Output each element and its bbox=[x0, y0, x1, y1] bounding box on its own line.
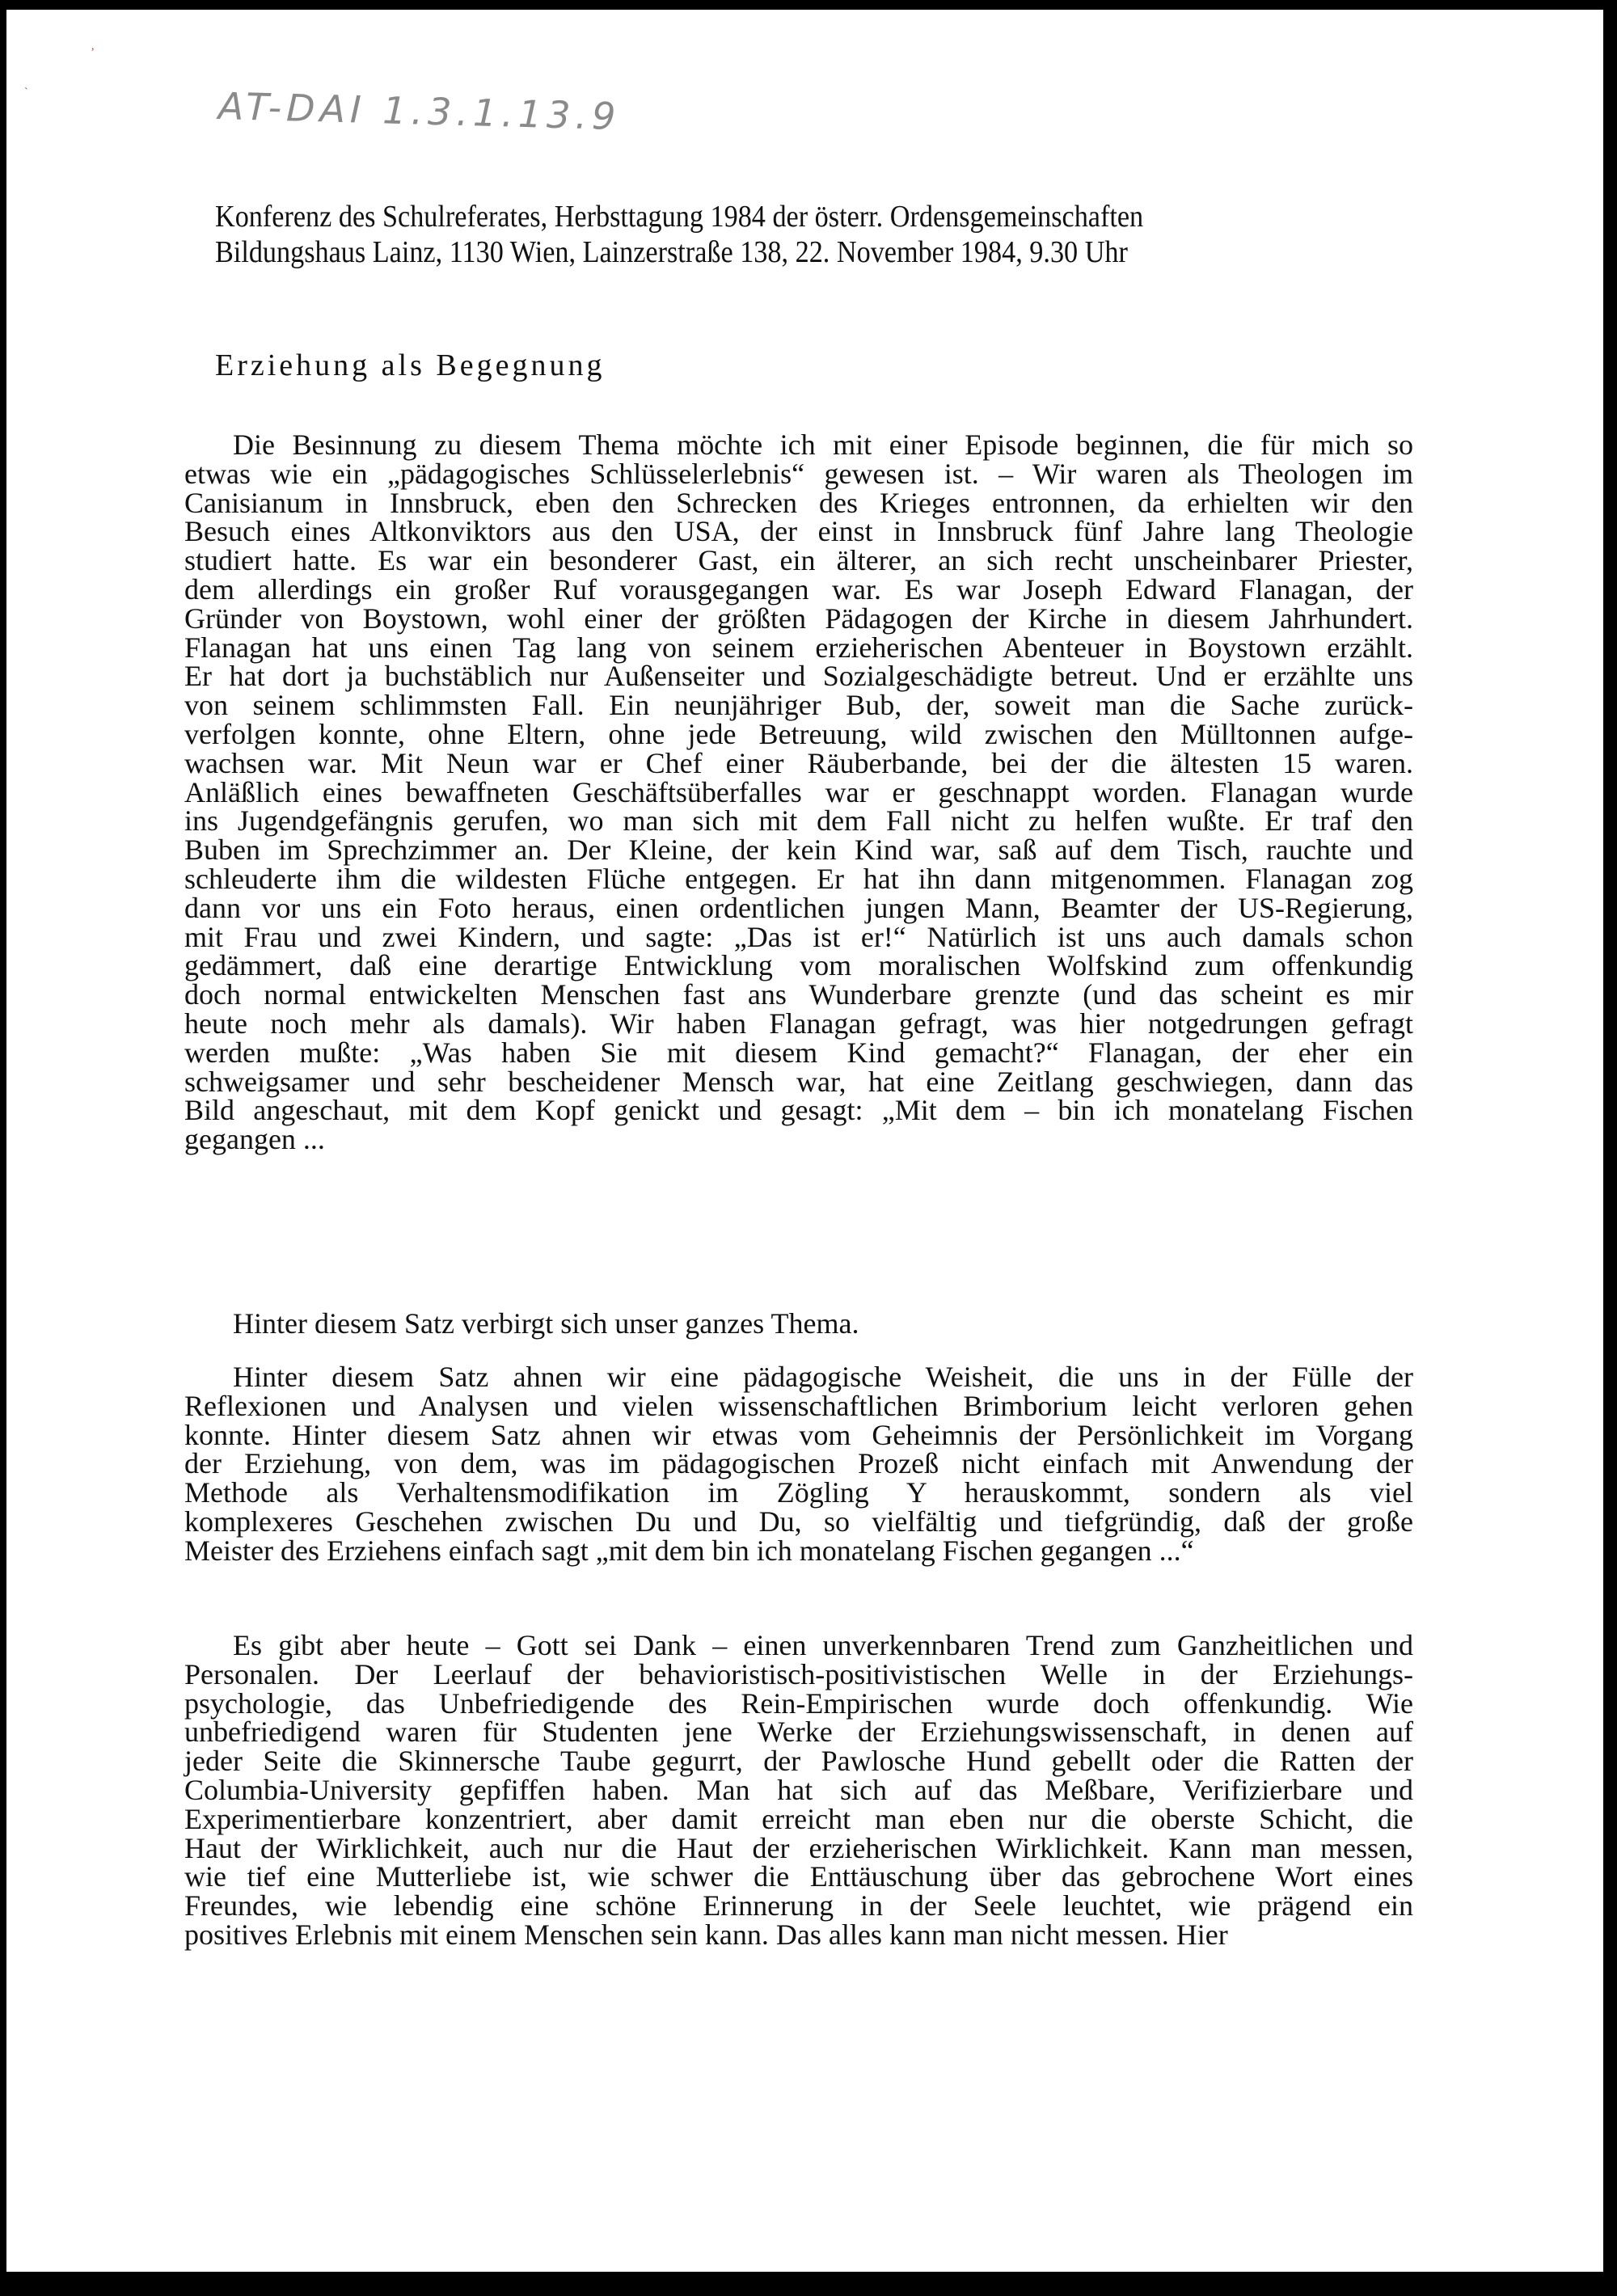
paragraph-1-line: ins Jugendgefängnis gerufen, wo man sich mit dem Fall nicht zu helfen wußte. Er traf den bbox=[184, 804, 1413, 838]
paragraph-4-line: wie tief eine Mutterliebe ist, wie schwer die Enttäuschung über das gebrochene Wort eines bbox=[184, 1860, 1413, 1893]
paragraph-1-line: Buben im Sprechzimmer an. Der Kleine, der kein Kind war, saß auf dem Tisch, rauchte und bbox=[184, 834, 1413, 867]
paragraph-1-line: werden mußte: „Was haben Sie mit diesem Kind gemacht?“ Flanagan, der eher ein bbox=[184, 1036, 1413, 1069]
paragraph-3-line: Reflexionen und Analysen und vielen wissenschaftlichen Brimborium leicht verloren gehen bbox=[184, 1389, 1413, 1422]
paragraph-1-line: Bild angeschaut, mit dem Kopf genickt und gesagt: „Mit dem – bin ich monatelang Fischen bbox=[184, 1094, 1413, 1127]
paragraph-4-line: Experimentierbare konzentriert, aber damit erreicht man eben nur die oberste Schicht, die bbox=[184, 1802, 1413, 1835]
document-title: Erziehung als Begegnung bbox=[215, 348, 606, 382]
paragraph-2-line: Hinter diesem Satz verbirgt sich unser ganzes Thema. bbox=[233, 1307, 859, 1340]
paragraph-1-line: studiert hatte. Es war ein besonderer Gast, ein älterer, an sich recht unscheinbarer Priester, bbox=[184, 544, 1413, 577]
paragraph-1-line: verfolgen konnte, ohne Eltern, ohne jede Betreuung, wild zwischen den Mülltonnen aufge- bbox=[184, 718, 1413, 750]
paragraph-1-line: Anläßlich eines bewaffneten Geschäftsüberfalles war er geschnappt worden. Flanagan wurde bbox=[184, 775, 1413, 808]
paragraph-3-line: komplexeres Geschehen zwischen Du und Du, so vielfältig und tiefgründig, daß der große bbox=[184, 1505, 1413, 1538]
paragraph-4-line: Freundes, wie lebendig eine schöne Erinnerung in der Seele leuchtet, wie prägend ein bbox=[184, 1889, 1413, 1922]
paragraph-1-line: schleuderte ihm die wildesten Flüche entgegen. Er hat ihn dann mitgenommen. Flanagan zog bbox=[184, 863, 1413, 895]
archive-reference-handwritten: AT-DAI 1.3.1.13.9 bbox=[217, 84, 621, 139]
paragraph-1-line: von seinem schlimmsten Fall. Ein neunjähriger Bub, der, soweit man die Sache zurück- bbox=[184, 689, 1413, 722]
conference-header-line-2: Bildungshaus Lainz, 1130 Wien, Lainzerstraße 138, 22. November 1984, 9.30 Uhr bbox=[215, 235, 1128, 269]
paragraph-1-line: Besuch eines Altkonviktors aus den USA, der einst in Innsbruck fünf Jahre lang Theologie bbox=[184, 515, 1413, 548]
paragraph-1-line: dem allerdings ein großer Ruf vorausgegangen war. Es war Joseph Edward Flanagan, der bbox=[184, 573, 1413, 606]
paragraph-1-line: gegangen ... bbox=[184, 1123, 325, 1156]
paragraph-1-line: heute noch mehr als damals). Wir haben Flanagan gefragt, was hier notgedrungen gefragt bbox=[184, 1007, 1413, 1040]
paragraph-1-line: etwas wie ein „pädagogisches Schlüsselerlebnis“ gewesen ist. – Wir waren als Theologen im bbox=[184, 457, 1413, 490]
paragraph-1-line: doch normal entwickelten Menschen fast ans Wunderbare grenzte (und das scheint es mir bbox=[184, 978, 1413, 1011]
paragraph-1-line: gedämmert, daß eine derartige Entwicklung vom moralischen Wolfskind zum offenkundig bbox=[184, 949, 1413, 982]
scanned-page bbox=[6, 10, 1603, 2272]
paragraph-4-line: positives Erlebnis mit einem Menschen sein kann. Das alles kann man nicht messen. Hier bbox=[184, 1918, 1228, 1951]
paragraph-4-line: unbefriedigend waren für Studenten jene Werke der Erziehungswissenschaft, in denen auf bbox=[184, 1716, 1413, 1749]
paragraph-4-line: Personalen. Der Leerlauf der behavioristisch-positivistischen Welle in der Erziehungs- bbox=[184, 1657, 1413, 1690]
paragraph-3-line: Meister des Erziehens einfach sagt „mit dem bin ich monatelang Fischen gegangen ...“ bbox=[184, 1534, 1194, 1567]
paragraph-3-line: konnte. Hinter diesem Satz ahnen wir etwas vom Geheimnis der Persönlichkeit im Vorgang bbox=[184, 1418, 1413, 1451]
paragraph-1-line: wachsen war. Mit Neun war er Chef einer Räuberbande, bei der die ältesten 15 waren. bbox=[184, 746, 1413, 779]
paragraph-3-line: der Erziehung, von dem, was im pädagogischen Prozeß nicht einfach mit Anwendung der bbox=[184, 1447, 1413, 1480]
paragraph-1-line: Die Besinnung zu diesem Thema möchte ich mit einer Episode beginnen, die für mich so bbox=[233, 428, 1413, 461]
paragraph-1-line: Canisianum in Innsbruck, eben den Schrecken des Krieges entronnen, da erhielten wir den bbox=[184, 486, 1413, 519]
paragraph-1-line: Flanagan hat uns einen Tag lang von seinem erzieherischen Abenteuer in Boystown erzählt. bbox=[184, 631, 1413, 664]
paragraph-1-line: Gründer von Boystown, wohl einer der größten Pädagogen der Kirche in diesem Jahrhundert. bbox=[184, 601, 1413, 635]
conference-header-line-1: Konferenz des Schulreferates, Herbsttagung 1984 der österr. Ordensgemeinschaften bbox=[215, 200, 1144, 234]
paragraph-3-line: Hinter diesem Satz ahnen wir eine pädagogische Weisheit, die uns in der Fülle der bbox=[233, 1361, 1413, 1393]
paragraph-3-line: Methode als Verhaltensmodifikation im Zögling Y herauskommt, sondern als viel bbox=[184, 1476, 1413, 1509]
paragraph-4-line: jeder Seite die Skinnersche Taube gegurrt, der Pawlosche Hund gebellt oder die Ratten der bbox=[184, 1745, 1413, 1778]
paragraph-1-line: mit Frau und zwei Kindern, und sagte: „Das ist er!“ Natürlich ist uns auch damals schon bbox=[184, 920, 1413, 953]
paragraph-4-line: psychologie, das Unbefriedigende des Rein-Empirischen wurde doch offenkundig. Wie bbox=[184, 1686, 1413, 1720]
paragraph-4-line: Haut der Wirklichkeit, auch nur die Haut der erzieherischen Wirklichkeit. Kann man messen, bbox=[184, 1831, 1413, 1864]
paragraph-4-line: Es gibt aber heute – Gott sei Dank – einen unverkennbaren Trend zum Ganzheitlichen und bbox=[233, 1629, 1413, 1661]
scan-speck: ` bbox=[24, 87, 28, 99]
scan-speck: , bbox=[91, 40, 95, 53]
paragraph-1-line: schweigsamer und sehr bescheidener Mensch war, hat eine Zeitlang geschwiegen, dann das bbox=[184, 1065, 1413, 1098]
paragraph-1-line: dann vor uns ein Foto heraus, einen ordentlichen jungen Mann, Beamter der US-Regierung, bbox=[184, 891, 1413, 924]
paragraph-4-line: Columbia-University gepfiffen haben. Man hat sich auf das Meßbare, Verifizierbare und bbox=[184, 1774, 1413, 1806]
paragraph-1-line: Er hat dort ja buchstäblich nur Außenseiter und Sozialgeschädigte betreut. Und er erzählte uns bbox=[184, 660, 1413, 693]
